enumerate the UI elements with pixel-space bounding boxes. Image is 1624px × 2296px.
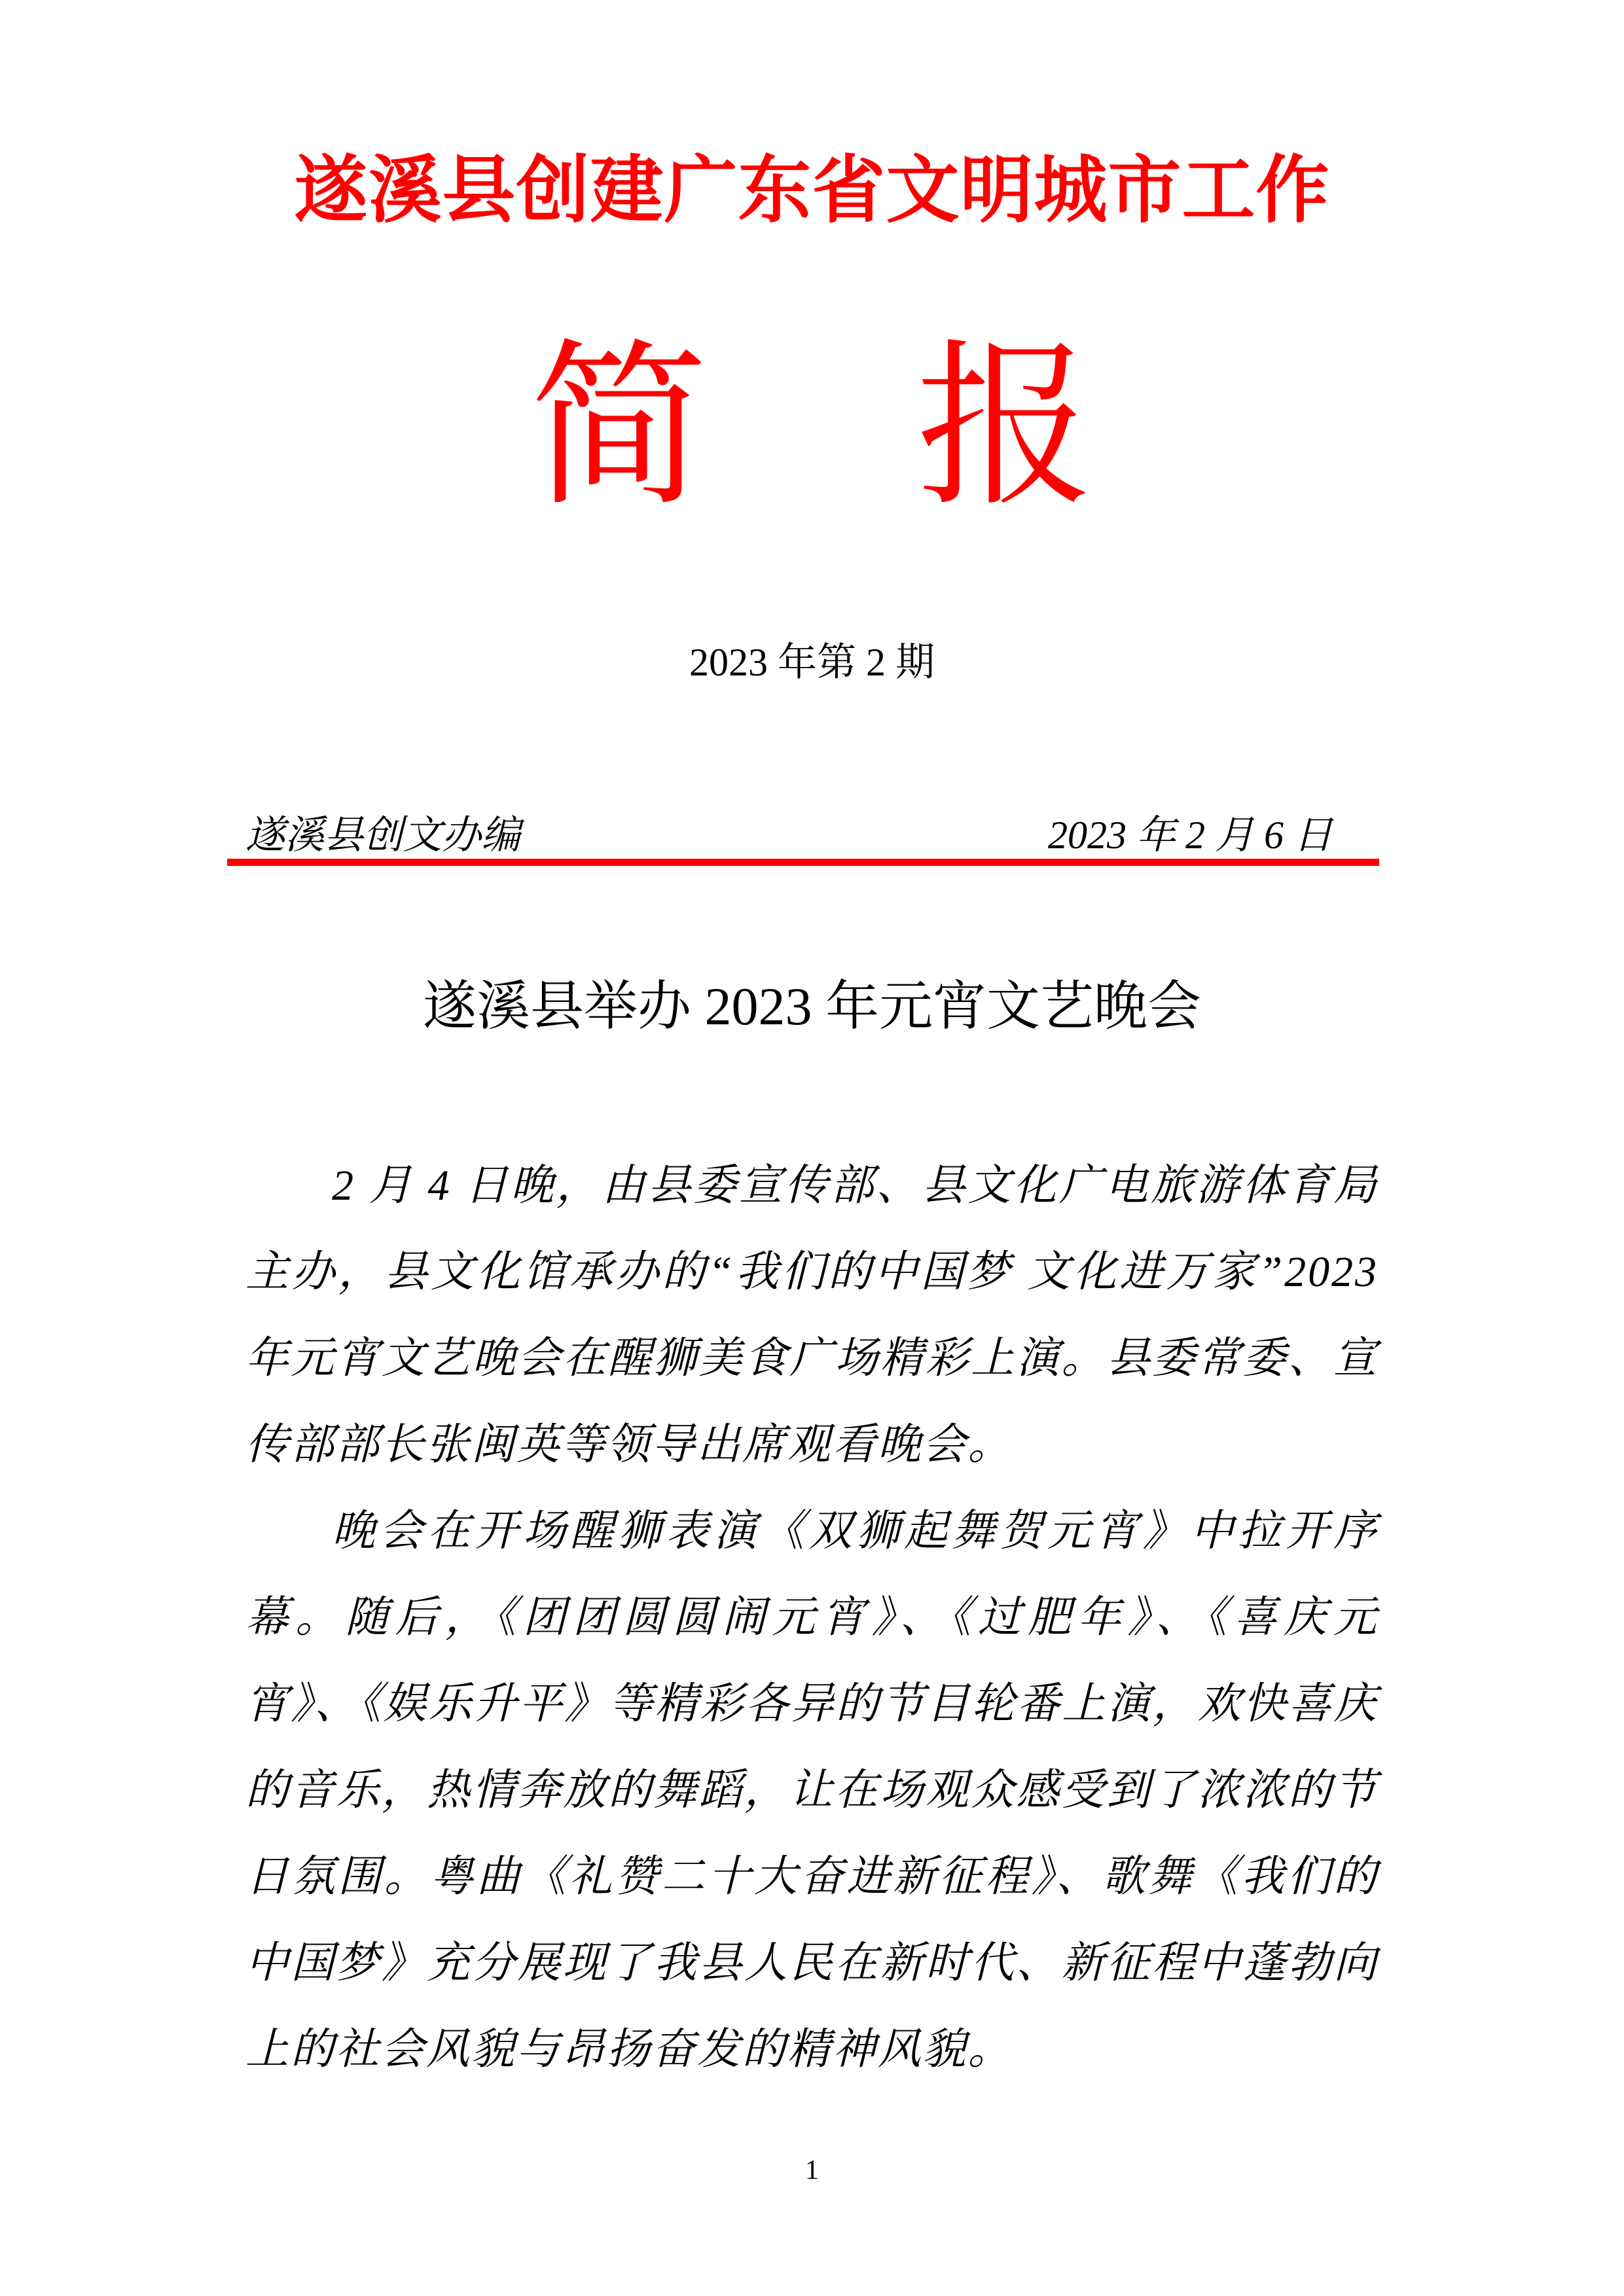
article-body [245,1143,1379,2093]
red-divider-rule [227,859,1379,866]
article-paragraph-2: 晚会在开场醒狮表演《双狮起舞贺元宵》中拉开序幕。随后，《团团圆圆闹元宵》、《过肥年》、《喜庆元宵》、《娱乐升平》等精彩各异的节目轮番上演，欢快喜庆的音乐，热情奔放的舞蹈，让在场观众感受到了浓浓的节日氛围。粤曲《礼赞二十大奋进新征程》、歌舞《我们的中国梦》充分展现了我县人民在新时代、新征程中蓬勃向上的社会风貌与昂扬奋发的精神风貌。 [245,1507,1379,2073]
page-number: 1 [805,2155,819,2185]
date-label: 2023 年 2 月 6 日 [1048,814,1333,857]
banner-char-jian: 简 [530,330,708,527]
masthead-banner [0,331,1624,527]
banner-char-bao: 报 [916,330,1094,527]
issue-line: 2023 年第 2 期 [689,641,935,684]
editor-label: 遂溪县创文办编 [245,814,520,857]
article-title: 遂溪县举办 2023 年元宵文艺晚会 [422,977,1201,1036]
meta-row [245,810,1379,860]
masthead-org-title: 遂溪县创建广东省文明城市工作 [294,151,1330,232]
article-paragraph-1: 2 月 4 日晚，由县委宣传部、县文化广电旅游体育局主办，县文化馆承办的“我们的中国梦 文化进万家”2023 年元宵文艺晚会在醒狮美食广场精彩上演。县委常委、宣传部部长张闽英等领导出席观看晚会。 [245,1162,1379,1469]
